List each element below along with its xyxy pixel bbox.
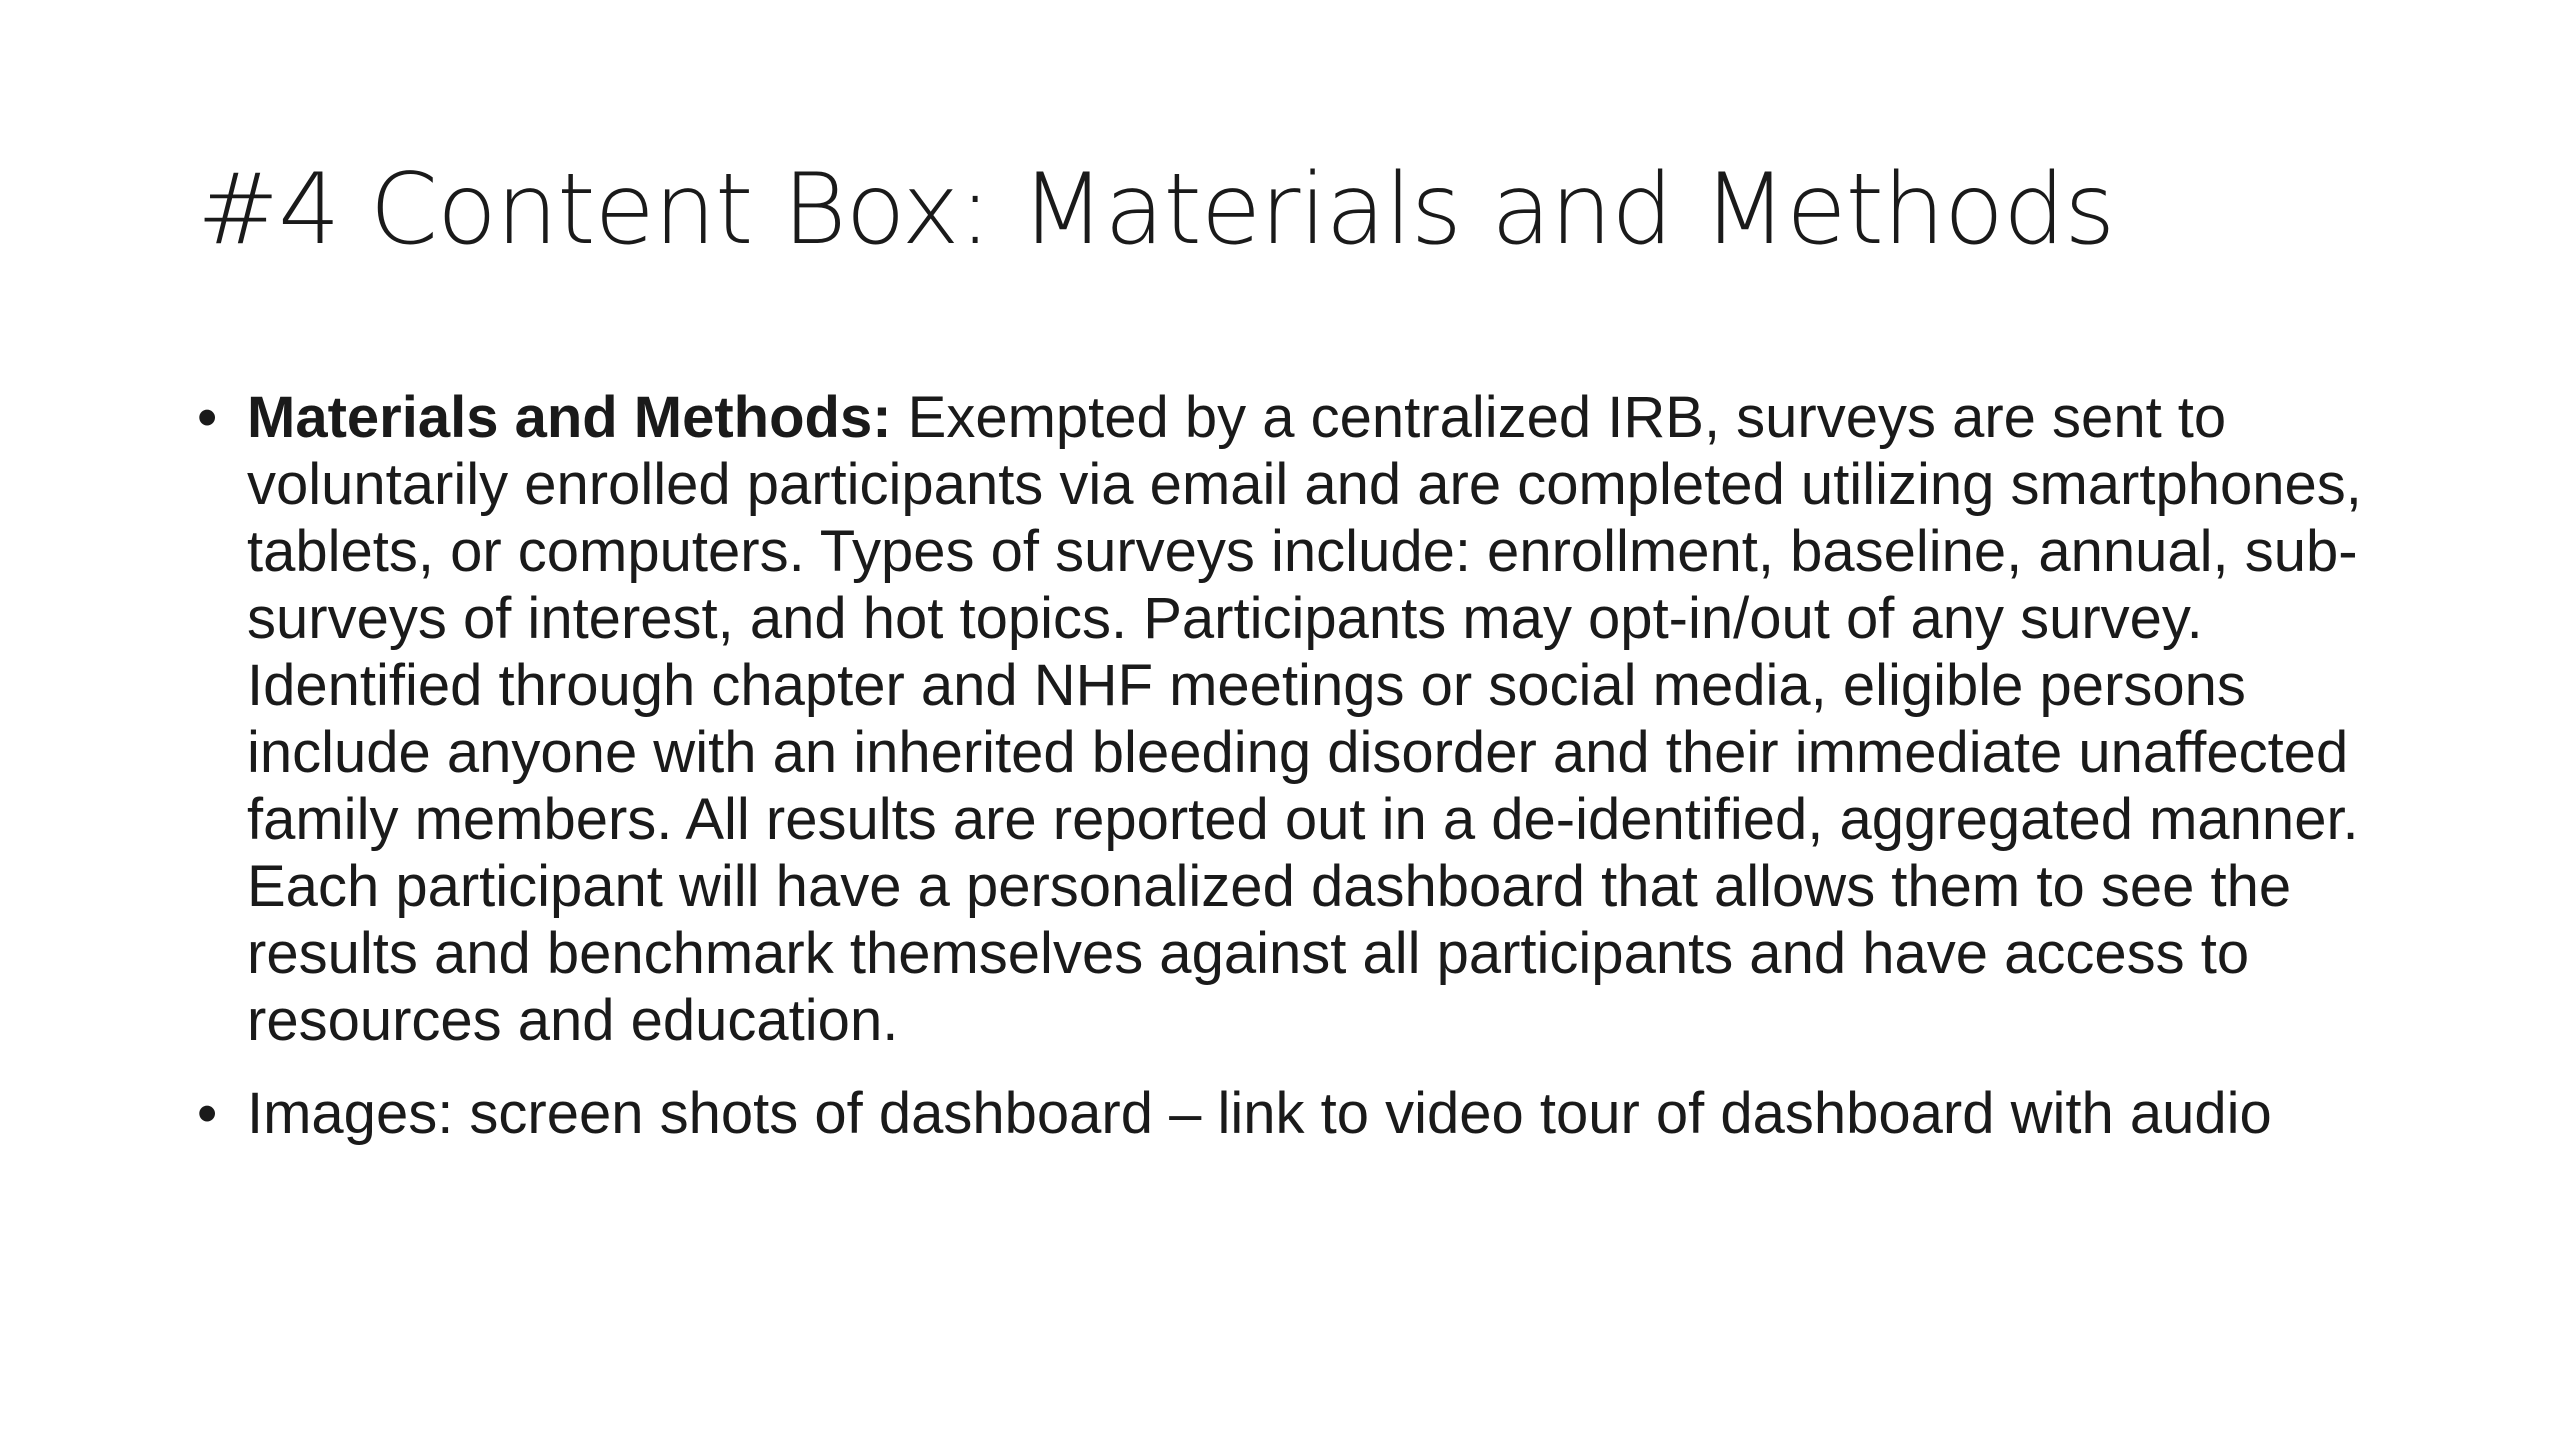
bullet-dot-icon: • <box>197 385 218 450</box>
bullet-item-images <box>197 1080 2417 1147</box>
bullet-list <box>197 384 2417 1173</box>
bullet-body: Images: screen shots of dashboard – link to video tour of dashboard with audio <box>247 1081 2272 1146</box>
bullet-label: Materials and Methods: <box>247 385 892 450</box>
bullet-dot-icon: • <box>197 1081 218 1146</box>
slide-title: #4 Content Box: Materials and Methods <box>197 153 2115 267</box>
bullet-text <box>247 384 2417 1054</box>
bullet-text <box>247 1080 2417 1147</box>
bullet-body: Exempted by a centralized IRB, surveys are sent to voluntarily enrolled participants via email and are completed utilizing smartphones, tablets, or computers. Types of surveys include: enrollment, baseline, annual, sub-surveys of interest, and hot topics. Participants may opt-in/out of any survey. Identified through chapter and NHF meetings or social media, eligible persons include anyone with an inherited bleeding disorder and their immediate unaffected family members. All results are reported out in a de-identified, aggregated manner. Each participant will have a personalized dashboard that allows them to see the results and benchmark themselves against all participants and have access to resources and education. <box>247 385 2362 1053</box>
bullet-item-materials-methods <box>197 384 2417 1054</box>
